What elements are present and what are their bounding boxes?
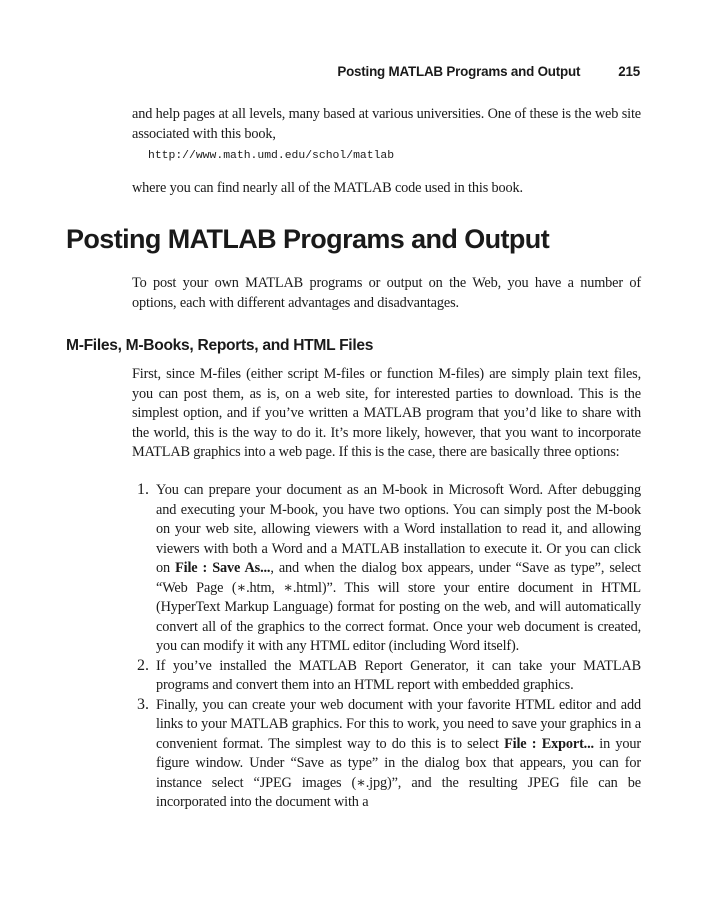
intro-paragraph: and help pages at all levels, many based at various universities. One of these is the web site associated with this book,	[132, 106, 641, 142]
list-item-text-part: If you’ve installed the MATLAB Report Generator, it can take your MATLAB programs and convert them into an HTML report with embedded graphics.	[156, 657, 641, 693]
list-item	[132, 657, 641, 696]
list-item-marker: 3.	[137, 695, 149, 713]
subsection-heading: M-Files, M-Books, Reports, and HTML Files	[66, 337, 374, 354]
list-item-text-part: You can prepare your document as an M-book in Microsoft Word. After debugging and executing your M-book, you have two options. You can simply post the M-book on your web site, allowing viewers with a Word installation to read it, and allowing viewers with both a Word and a MATLAB installation to execute it. Or you can click on	[156, 482, 641, 576]
menu-path-save-as: File : Save As...	[175, 560, 271, 576]
book-website-url: http://www.math.umd.edu/schol/matlab	[148, 150, 395, 162]
subsection-paragraph: First, since M-files (either script M-files or function M-files) are simply plain text files, you can post them, as is, on a web site, for interested parties to download. This is the simplest option, and if you’ve written a MATLAB program that you’d like to share with the world, this is the way to do it. It’s more likely, however, that you want to incorporate MATLAB graphics into a web page. If this is the case, there are basically three options:	[132, 366, 641, 460]
running-header	[132, 64, 640, 82]
section-intro-paragraph: To post your own MATLAB programs or output on the Web, you have a number of options, each with different advantages and disadvantages.	[132, 275, 641, 311]
list-item	[132, 481, 641, 657]
menu-path-export: File : Export...	[504, 735, 594, 752]
list-item-text	[156, 696, 641, 813]
page-number: 215	[618, 64, 640, 79]
list-item-text-part: in your figure window. Under “Save as type” in the dialog box that appears, you can for instance select “JPEG images (∗.jpg)”, and the resulting JPEG file can be incorporated into the document with a	[156, 735, 641, 810]
list-item-text	[156, 481, 641, 657]
list-item-marker: 2.	[137, 656, 149, 674]
list-item-text-part: , and when the dialog box appears, under “Save as type”, select “Web Page (∗.htm, ∗.html)”. This will store your entire document in HTML (HyperText Markup Language) format for posting on the web, and will automatically convert all of the graphics to the correct format. Once your web document is created, you can modify it with any HTML editor (including Word itself).	[156, 560, 642, 654]
intro-followup-paragraph: where you can find nearly all of the MATLAB code used in this book.	[132, 180, 523, 196]
options-list	[132, 481, 641, 813]
list-item-text-part: Finally, you can create your web document with your favorite HTML editor and add links to your MATLAB graphics. For this to work, you need to save your graphics in a convenient format. The simplest way to do this is to select	[156, 696, 641, 752]
running-header-title: Posting MATLAB Programs and Output	[337, 64, 581, 79]
list-item	[132, 696, 641, 813]
list-item-text	[156, 657, 641, 696]
list-item-marker: 1.	[137, 481, 149, 498]
section-heading: Posting MATLAB Programs and Output	[66, 224, 550, 254]
